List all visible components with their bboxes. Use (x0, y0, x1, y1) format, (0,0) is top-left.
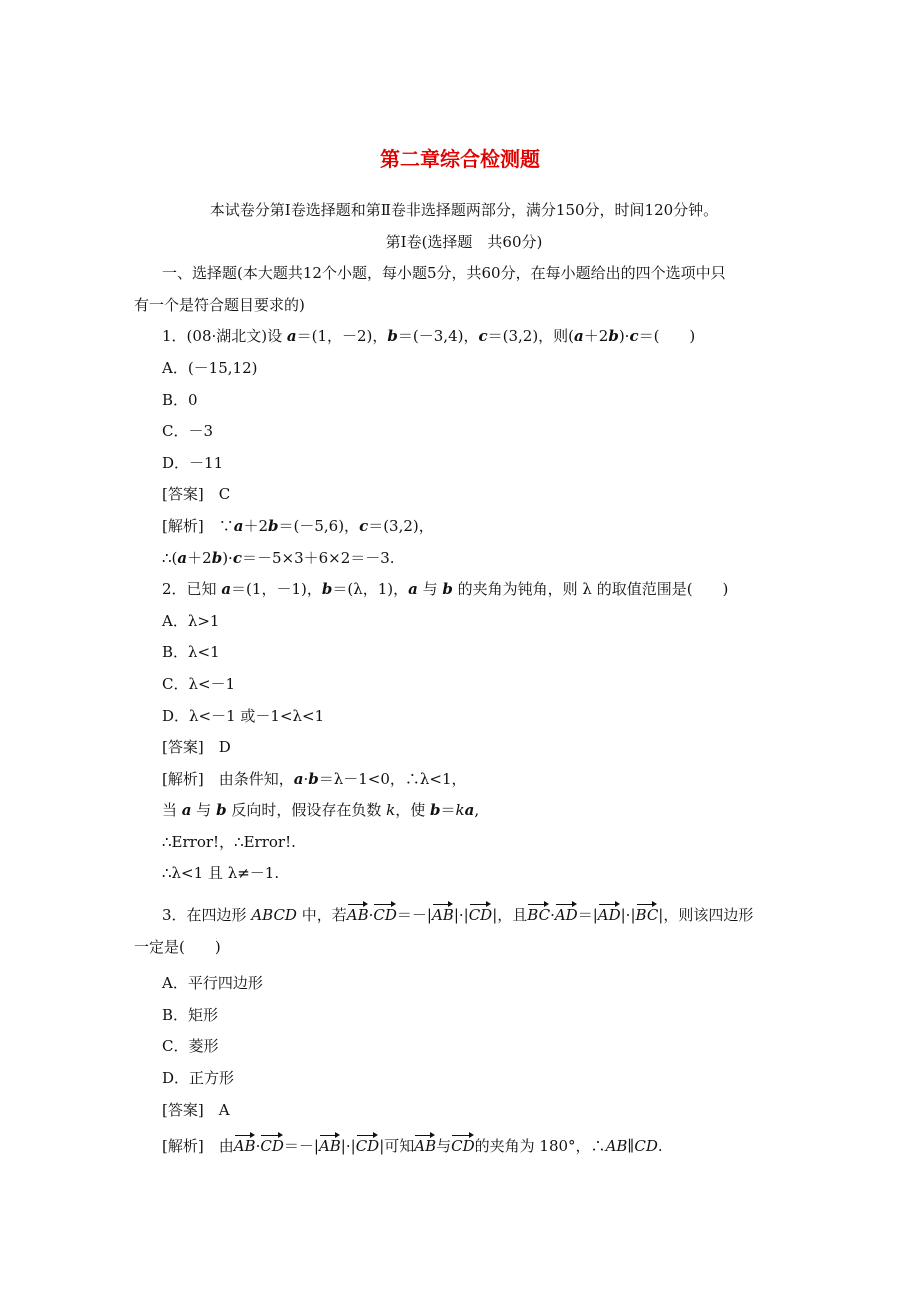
text: ＝(－5,6)， (278, 516, 360, 535)
vector-variable: a (408, 580, 418, 599)
vector-variable: a (574, 327, 584, 346)
text: |·| (453, 906, 469, 925)
text-line (134, 1134, 794, 1166)
text: ∴( (162, 548, 178, 567)
text-line (134, 388, 794, 420)
text: 与 (417, 580, 443, 599)
text: . (657, 1137, 663, 1156)
vector-arrow-notation: CD (469, 903, 493, 927)
text: ＋2 (187, 548, 212, 567)
text: 的夹角为钝角，则 λ 的取值范围是( ) (452, 580, 729, 599)
vector-variable: a (286, 327, 297, 346)
vector-variable: b (321, 580, 333, 599)
text: B．λ<1 (162, 643, 220, 662)
text-line (134, 767, 794, 799)
text: 反向时，假设存在负数 (226, 801, 387, 820)
text: 与 (191, 801, 217, 820)
vector-variable: a (221, 580, 232, 599)
vector-variable: c (629, 327, 639, 346)
text: ＝ (440, 801, 456, 820)
vector-variable: a (177, 548, 188, 567)
text: A．(－15,12) (162, 358, 258, 377)
page-title: 第二章综合检测题 (380, 147, 540, 171)
vector-variable: b (268, 516, 279, 535)
text-line (134, 609, 794, 641)
text-line (134, 261, 794, 293)
text: |，则该四边形 (658, 906, 754, 925)
text: 2．已知 (162, 580, 222, 599)
text: ＝| (577, 906, 598, 925)
text: , (474, 801, 480, 820)
text: )· (222, 548, 233, 567)
vector-arrow-notation: AB (414, 1134, 436, 1158)
text: |，且 (492, 906, 528, 925)
text-line (134, 451, 794, 483)
text: B．0 (162, 390, 198, 409)
text: ，使 (395, 801, 430, 820)
text: |·| (340, 1137, 356, 1156)
text: C．－3 (162, 422, 214, 441)
text: C．λ<－1 (162, 674, 236, 693)
text: · (550, 906, 555, 925)
text: ∴λ<1 且 λ≠－1. (162, 864, 280, 883)
text: [解析] ∵ (162, 516, 234, 535)
text-line (134, 1003, 794, 1035)
text: · (368, 906, 374, 925)
text-line (134, 482, 794, 514)
text: ＝(3,2)，则( (487, 327, 575, 346)
math-variable: CD (634, 1137, 658, 1156)
text: 有一个是符合题目要求的) (134, 295, 305, 314)
vector-variable: b (216, 801, 227, 820)
vector-variable: b (387, 327, 398, 346)
text-line (134, 1034, 794, 1066)
text-line (134, 704, 794, 736)
vector-variable: a (233, 516, 244, 535)
vector-arrow-notation: AB (319, 1134, 341, 1158)
vector-variable: b (429, 801, 441, 820)
vector-arrow-notation: CD (260, 1134, 284, 1158)
vector-arrow-notation: AB (347, 903, 369, 927)
text: ＝(λ，1)， (332, 580, 409, 599)
vector-variable: c (359, 516, 369, 535)
vector-arrow-notation: BC (527, 903, 550, 927)
text-line (134, 324, 794, 356)
text: ＝(－3,4)， (397, 327, 479, 346)
text: 一定是( ) (134, 937, 221, 956)
vector-arrow-notation: AB (432, 903, 454, 927)
text: |·| (620, 906, 636, 925)
text: B．矩形 (162, 1005, 219, 1024)
vector-arrow-notation: AD (555, 903, 578, 927)
text: [答案] D (162, 738, 231, 757)
text-line (134, 971, 794, 1003)
text: 的夹角为 180°，∴ (474, 1137, 606, 1156)
text: |可知 (379, 1137, 415, 1156)
text: ＝(3,2)， (368, 516, 434, 535)
text-line (134, 640, 794, 672)
text-line (134, 735, 794, 767)
vector-arrow-notation: CD (451, 1134, 475, 1158)
text: [解析] 由 (162, 1137, 234, 1156)
vector-variable: c (478, 327, 488, 346)
document-body (134, 198, 794, 1166)
text-line (134, 798, 794, 830)
vector-arrow-notation: CD (356, 1134, 380, 1158)
text-line (134, 419, 794, 451)
text-line (134, 672, 794, 704)
text: )· (618, 327, 630, 346)
vector-variable: a (293, 769, 304, 788)
vector-arrow-notation: AD (598, 903, 621, 927)
text: ＋2 (583, 327, 609, 346)
text: [解析] 由条件知， (162, 769, 294, 788)
text-line (134, 903, 794, 935)
text: ＝λ－1<0，∴λ<1， (318, 769, 467, 788)
vector-arrow-notation: AB (234, 1134, 256, 1158)
vector-variable: a (181, 801, 192, 820)
text: [答案] C (162, 485, 231, 504)
text: 当 (162, 801, 182, 820)
text: 1．(08·湖北文)设 (162, 327, 287, 346)
text: ＝( ) (638, 327, 696, 346)
text-line (134, 577, 794, 609)
text: ＝－| (396, 906, 432, 925)
text-line (134, 935, 794, 967)
text-line (134, 356, 794, 388)
text: A．λ>1 (162, 611, 220, 630)
text: [答案] A (162, 1100, 230, 1119)
text: ＝(1，－2)， (296, 327, 388, 346)
text: ＝－5×3＋6×2＝－3. (241, 548, 395, 567)
text: ＋2 (243, 516, 268, 535)
vector-variable: b (211, 548, 223, 567)
text-line (134, 198, 794, 230)
vector-variable: c (232, 548, 242, 567)
text: 中，若 (296, 906, 347, 925)
math-variable: AB (605, 1137, 628, 1156)
text: 与 (436, 1137, 452, 1156)
text-line (134, 514, 794, 546)
text: D．λ<－1 或－1<λ<1 (162, 706, 325, 725)
vector-variable: b (608, 327, 619, 346)
text: 第Ⅰ卷(选择题 共60分) (385, 232, 543, 251)
text-line (134, 830, 794, 862)
text: 3．在四边形 (162, 906, 252, 925)
text-line (134, 861, 794, 893)
vector-variable: a (464, 801, 475, 820)
text: 本试卷分第Ⅰ卷选择题和第Ⅱ卷非选择题两部分，满分150分，时间120分钟。 (209, 201, 719, 219)
vector-variable: b (308, 769, 319, 788)
text: D．－11 (162, 453, 224, 472)
text: ＝－| (283, 1137, 319, 1156)
text: ＝(1，－1)， (231, 580, 322, 599)
text-line (134, 1066, 794, 1098)
text-line (134, 293, 794, 325)
text-line (134, 1098, 794, 1130)
vector-arrow-notation: BC (636, 903, 659, 927)
text: D．正方形 (162, 1069, 235, 1088)
text: 一、选择题(本大题共12个小题，每小题5分，共60分，在每小题给出的四个选项中只 (162, 264, 726, 283)
vector-variable: b (442, 580, 453, 599)
text: A．平行四边形 (162, 974, 263, 993)
text: · (255, 1137, 261, 1156)
text-line (134, 230, 794, 262)
text: · (303, 769, 309, 788)
math-variable: k (386, 801, 396, 820)
text-line (134, 546, 794, 578)
text: ∥ (627, 1137, 635, 1156)
text: C．菱形 (162, 1037, 219, 1056)
math-variable: k (455, 801, 465, 820)
text: ∴Error!，∴Error!. (162, 832, 296, 851)
math-variable: ABCD (251, 906, 297, 925)
vector-arrow-notation: CD (373, 903, 397, 927)
